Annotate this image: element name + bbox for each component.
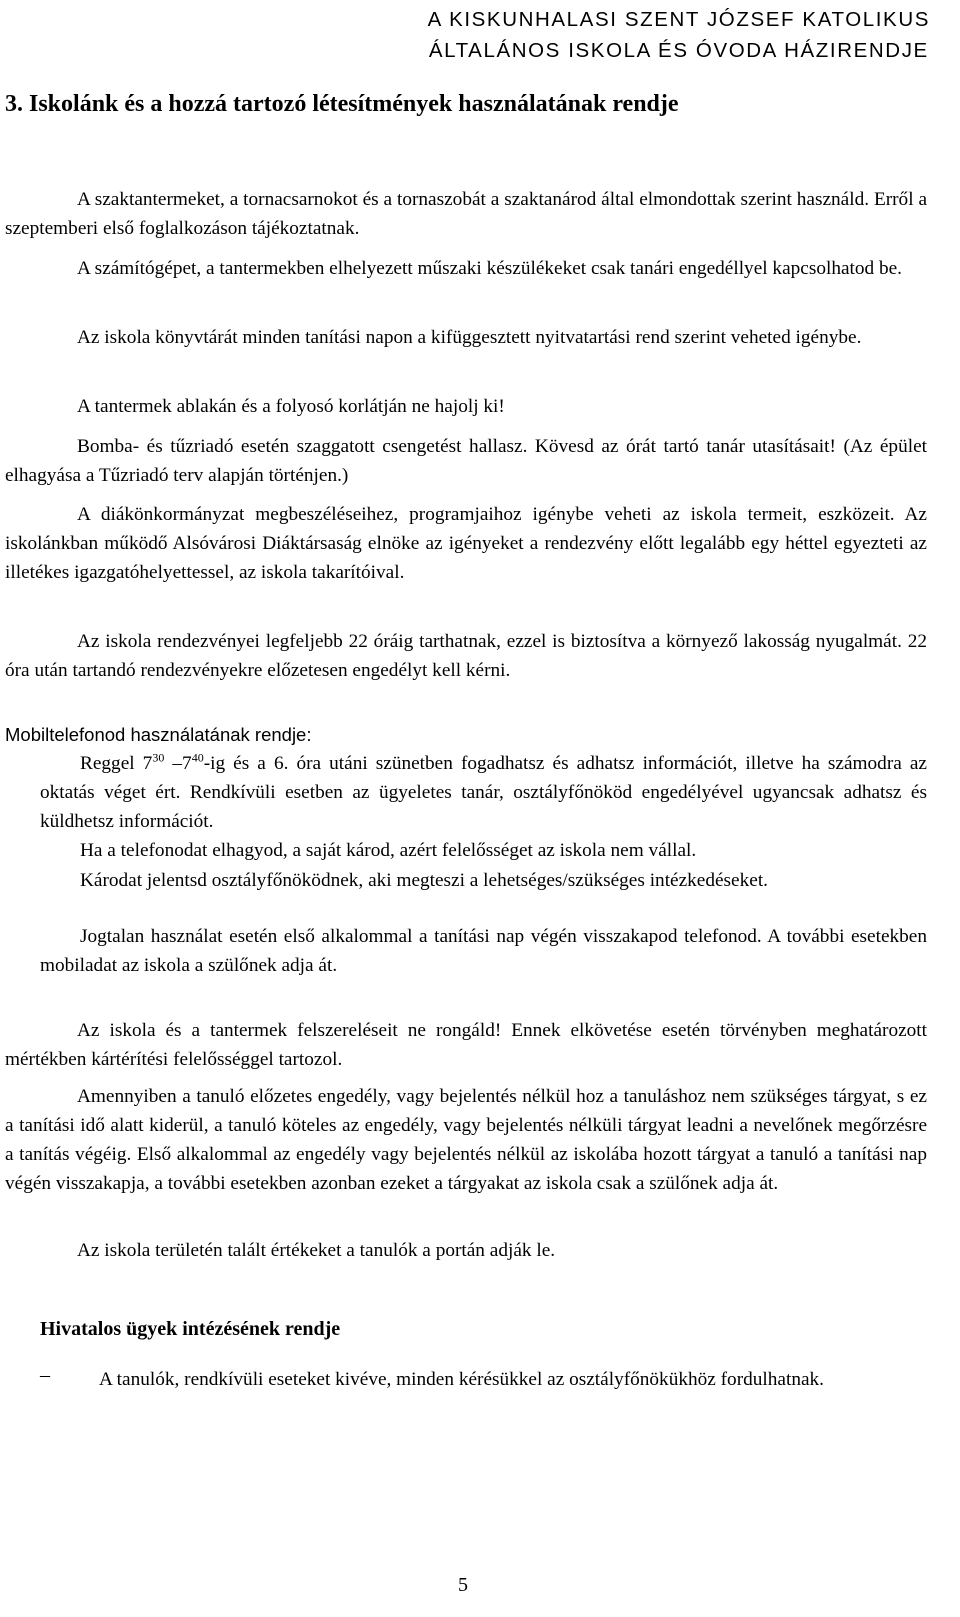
paragraph-found-valuables: Az iskola területén talált értékeket a tanulók a portán adják le. <box>77 1240 556 1261</box>
header-line-1: A KISKUNHALASI SZENT JÓZSEF KATOLIKUS <box>427 8 930 31</box>
paragraph-events: Az iskola rendezvényei legfeljebb 22 óráig tarthatnak, ezzel is biztosítva a környező lakosság nyugalmát. 22 óra után tartandó rendezvényekre előzetesen engedélyt kell kérni. <box>5 631 927 681</box>
mobile-rule-misuse: Jogtalan használat esetén első alkalommal a tanítási nap végén visszakapod telefonod. A további esetekben mobiladat az iskola a szülőnek adja át. <box>40 926 927 976</box>
page-number: 5 <box>458 1574 468 1596</box>
header-line-2: ÁLTALÁNOS ISKOLA ÉS ÓVODA HÁZIRENDJE <box>428 39 929 62</box>
paragraph-equipment: Az iskola és a tantermek felszereléseit ne rongáld! Ennek elkövetése esetén törvényben meghatározott mértékben kártérítési felelősséggel tartozol. <box>5 1020 927 1070</box>
paragraph-computers: A számítógépet, a tantermekben elhelyezett műszaki készülékeket csak tanári engedéllyel kapcsolhatod be. <box>77 258 903 279</box>
paragraph-windows: A tantermek ablakán és a folyosó korlátján ne hajolj ki! <box>77 396 505 417</box>
section-title: 3. Iskolánk és a hozzá tartozó létesítmények használatának rendje <box>5 91 679 117</box>
mobile-rule-damage: Károdat jelentsd osztályfőnöködnek, aki megteszi a lehetséges/szükséges intézkedéseket. <box>80 870 768 891</box>
paragraph-unnecessary-items: Amennyiben a tanuló előzetes engedély, vagy bejelentés nélkül hoz a tanuláshoz nem szükséges tárgyat, s ez a tanítási idő alatt kiderül, a tanuló köteles az engedély, vagy bejelentés nélküli tárgyat leadni a nevelőnek megőrzésre a tanítás végéig. Első alkalommal az engedély vagy bejelentés nélkül az iskolába hozott tárgyat a tanuló a tanítási nap végén visszakapja, a további esetekben azonban ezeket a tárgyakat az iskola csak a szülőnek adja át. <box>5 1086 927 1194</box>
paragraph-fire-alarm: Bomba- és tűzriadó esetén szaggatott csengetést hallasz. Kövesd az órát tartó tanár utasításait! (Az épület elhagyása a Tűzriadó terv alapján történjen.) <box>5 436 927 486</box>
paragraph-facilities: A szaktantermeket, a tornacsarnokot és a tornaszobát a szaktanárod által elmondottak szerint használd. Erről a szeptemberi első foglalkozáson tájékoztatnak. <box>5 189 927 239</box>
paragraph-student-council: A diákönkormányzat megbeszéléseihez, programjaihoz igénybe veheti az iskola termeit, eszközeit. Az iskolánkban működő Alsóvárosi Diáktársaság elnöke az igényeket a rendezvény előtt legalább egy héttel egyezteti az illetékes igazgatóhelyettessel, az iskola takarítóival. <box>5 504 927 583</box>
mobile-rule-hours: Reggel $7^{30}$ $-7^{40}-ig$ és a 6. óra utáni szünetben fogadhatsz és adhatsz információt, illetve ha számodra az oktatás véget ért. Rendkívüli esetben az ügyeletes tanár, osztályfőnököd engedélyével ugyancsak adhatsz és küldhetsz információt. <box>40 750 927 832</box>
bullet-dash: – <box>40 1364 50 1386</box>
official-heading: Hivatalos ügyek intézésének rendje <box>40 1318 341 1340</box>
paragraph-library: Az iskola könyvtárát minden tanítási napon a kifüggesztett nyitvatartási rend szerint veheted igénybe. <box>77 327 862 348</box>
mobile-rule-lost: Ha a telefonodat elhagyod, a saját károd, azért felelősséget az iskola nem vállal. <box>80 840 697 861</box>
mobile-heading: Mobiltelefonod használatának rendje: <box>5 724 312 745</box>
document-header <box>428 4 930 66</box>
bullet-class-teacher: A tanulók, rendkívüli eseteket kivéve, minden kérésükkel az osztályfőnökükhöz fordulhatnak. <box>99 1369 824 1390</box>
